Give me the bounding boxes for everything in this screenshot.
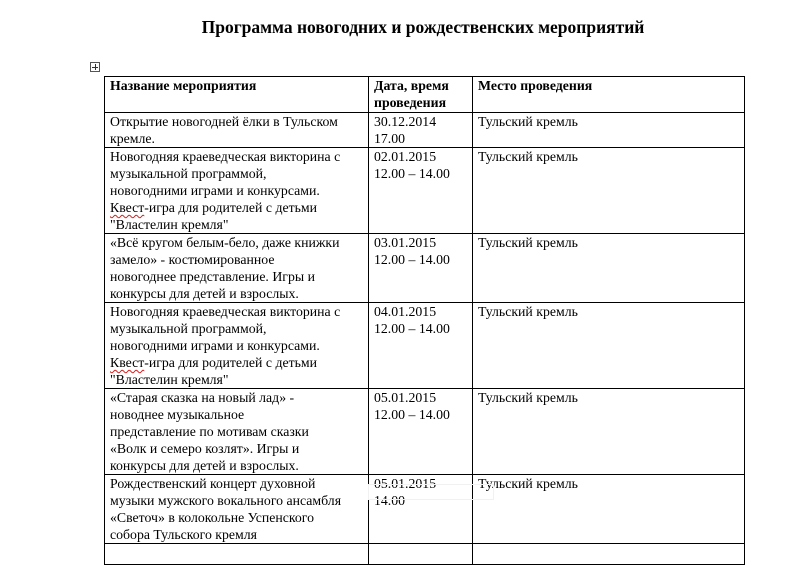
cell-datetime <box>369 544 473 565</box>
cell-datetime: 04.01.2015 12.00 – 14.00 <box>369 303 473 389</box>
table-header-row <box>105 77 745 113</box>
header-datetime: Дата, время проведения <box>369 77 473 113</box>
table-row <box>105 544 745 565</box>
document-title: Программа новогодних и рождественских мероприятий <box>201 17 645 37</box>
table-row <box>105 148 745 234</box>
cell-name: Новогодняя краеведческая викторина с музыкальной программой, новогодними играми и конкурсами. Квест-игра для родителей с детьми "Властелин кремля" <box>105 303 369 389</box>
spellcheck-word: Квест <box>110 200 145 215</box>
cell-place: Тульский кремль <box>473 234 745 303</box>
cell-name: Рождественский концерт духовной музыки мужского вокального ансамбля «Светоч» в колокольне Успенского собора Тульского кремля <box>105 475 369 544</box>
cell-name <box>105 544 369 565</box>
table-row <box>105 303 745 389</box>
header-name: Название мероприятия <box>105 77 369 113</box>
cell-place: Тульский кремль <box>473 113 745 148</box>
selection-outline <box>368 484 494 500</box>
cell-place: Тульский кремль <box>473 303 745 389</box>
table-row <box>105 234 745 303</box>
spellcheck-word: Квест <box>110 355 145 370</box>
cell-datetime: 02.01.2015 12.00 – 14.00 <box>369 148 473 234</box>
table-row <box>105 113 745 148</box>
cell-place: Тульский кремль <box>473 389 745 475</box>
cell-place: Тульский кремль <box>473 148 745 234</box>
table-move-handle-icon[interactable] <box>90 62 100 72</box>
cell-datetime: 03.01.2015 12.00 – 14.00 <box>369 234 473 303</box>
table-row <box>105 389 745 475</box>
cell-name: Открытие новогодней ёлки в Тульском кремле. <box>105 113 369 148</box>
cell-name: «Старая сказка на новый лад» - новоднее музыкальное представление по мотивам сказки «Волк и семеро козлят». Игры и конкурсы для детей и взрослых. <box>105 389 369 475</box>
cell-datetime: 05.01.2015 14.00 <box>369 475 473 544</box>
cell-datetime: 05.01.2015 12.00 – 14.00 <box>369 389 473 475</box>
header-place: Место проведения <box>473 77 745 113</box>
cell-place <box>473 544 745 565</box>
cell-place: Тульский кремль <box>473 475 745 544</box>
cell-name: Новогодняя краеведческая викторина с музыкальной программой, новогодними играми и конкурсами. Квест-игра для родителей с детьми "Властелин кремля" <box>105 148 369 234</box>
cell-datetime: 30.12.2014 17.00 <box>369 113 473 148</box>
cell-name: «Всё кругом белым-бело, даже книжки замело» - костюмированное новогоднее представление. Игры и конкурсы для детей и взрослых. <box>105 234 369 303</box>
